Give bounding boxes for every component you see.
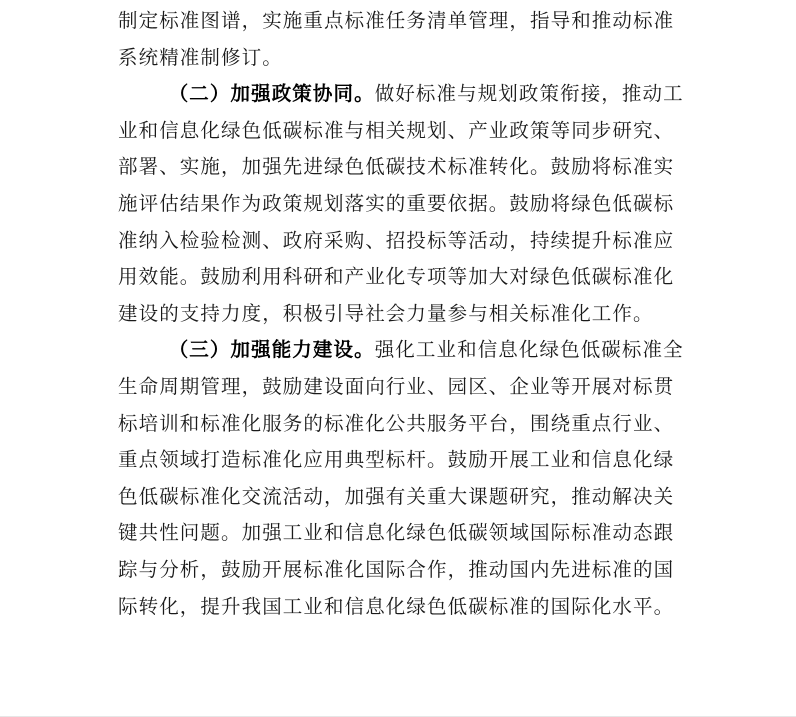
paragraph-line: 键共性问题。加强工业和信息化绿色低碳领域国际标准动态跟 [118, 521, 675, 545]
section-heading-policy: （二）加强政策协同。 [168, 82, 375, 106]
paragraph-line: 准纳入检验检测、政府采购、招投标等活动，持续提升标准应 [118, 228, 675, 252]
paragraph-line: 用效能。鼓励利用科研和产业化专项等加大对绿色低碳标准化 [118, 265, 675, 289]
paragraph-line: 制定标准图谱，实施重点标准任务清单管理，指导和推动标准 [118, 9, 675, 32]
paragraph-capacity-building [118, 332, 688, 625]
paragraph-line: 重点领域打造标准化应用典型标杆。鼓励开展工业和信息化绿 [118, 448, 675, 472]
paragraph-line: 标培训和标准化服务的标准化公共服务平台，围绕重点行业、 [118, 411, 675, 435]
paragraph-standard-map [118, 3, 688, 76]
paragraph-line: 生命周期管理，鼓励建设面向行业、园区、企业等开展对标贯 [118, 374, 675, 398]
document-body [118, 3, 688, 625]
paragraph-line: 踪与分析，鼓励开展标准化国际合作，推动国内先进标准的国 [118, 557, 675, 581]
paragraph-policy-coordination [118, 76, 688, 332]
section-heading-capacity: （三）加强能力建设。 [168, 338, 375, 362]
paragraph-line: 部署、实施，加强先进绿色低碳技术标准转化。鼓励将标准实 [118, 155, 675, 179]
paragraph-line: 业和信息化绿色低碳标准与相关规划、产业政策等同步研究、 [118, 118, 675, 142]
paragraph-line: 际转化，提升我国工业和信息化绿色低碳标准的国际化水平。 [118, 594, 675, 618]
paragraph-line: 施评估结果作为政策规划落实的重要依据。鼓励将绿色低碳标 [118, 191, 675, 215]
paragraph-line: 系统精准制修订。 [118, 45, 283, 69]
paragraph-text: 做好标准与规划政策衔接，推动工 [374, 82, 684, 106]
paragraph-line: 建设的支持力度，积极引导社会力量参与相关标准化工作。 [118, 301, 654, 325]
paragraph-line: 色低碳标准化交流活动，加强有关重大课题研究，推动解决关 [118, 484, 675, 508]
paragraph-first-line [118, 332, 688, 369]
paragraph-text: 强化工业和信息化绿色低碳标准全 [374, 338, 684, 362]
paragraph-first-line [118, 76, 688, 113]
